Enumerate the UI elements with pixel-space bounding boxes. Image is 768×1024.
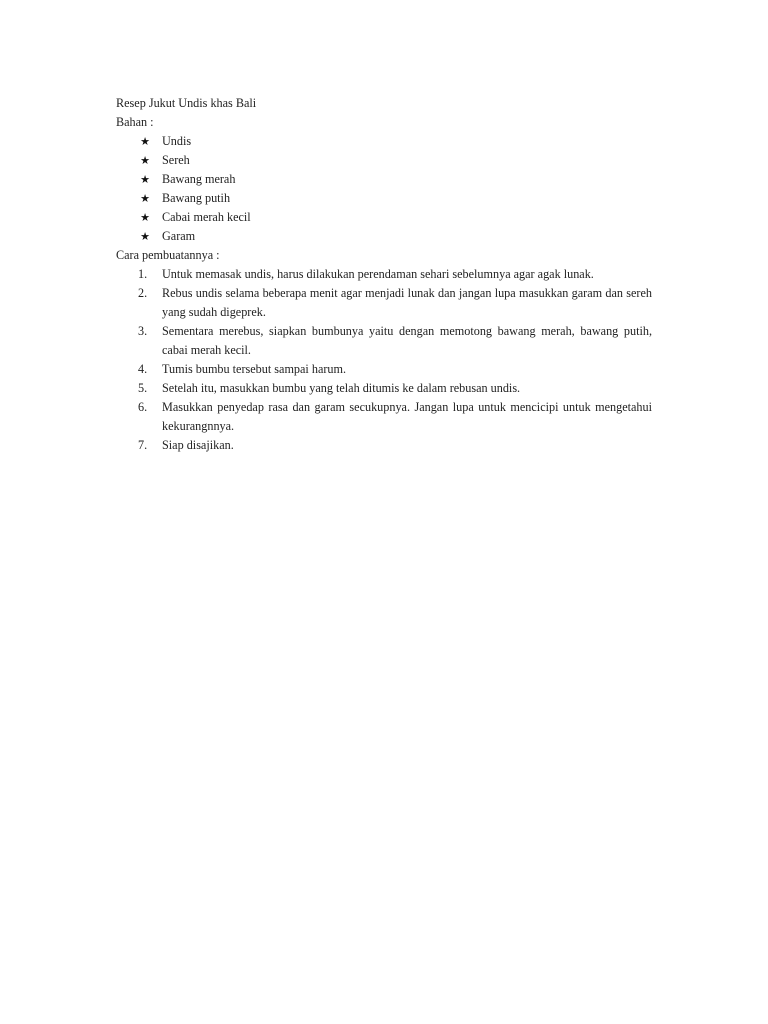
list-item bbox=[116, 379, 652, 398]
list-item bbox=[116, 360, 652, 379]
step-number: 3. bbox=[138, 324, 148, 338]
step-number: 6. bbox=[138, 400, 148, 414]
step-number: 4. bbox=[138, 362, 148, 376]
step-text: Masukkan penyedap rasa dan garam secukupnya. Jangan lupa untuk mencicipi untuk mengetahui kekurangnnya. bbox=[162, 400, 652, 433]
step-text: Rebus undis selama beberapa menit agar menjadi lunak dan jangan lupa masukkan garam dan sereh yang sudah digeprek. bbox=[162, 286, 652, 319]
steps-heading: Cara pembuatannya : bbox=[116, 248, 220, 262]
star-icon: ★ bbox=[140, 173, 150, 186]
star-icon: ★ bbox=[140, 211, 150, 224]
recipe-title: Resep Jukut Undis khas Bali bbox=[116, 96, 257, 110]
step-number: 1. bbox=[138, 267, 148, 281]
list-item bbox=[116, 132, 652, 151]
list-item bbox=[116, 170, 652, 189]
list-item bbox=[116, 208, 652, 227]
step-text: Sementara merebus, siapkan bumbunya yaitu dengan memotong bawang merah, bawang putih, cabai merah kecil. bbox=[162, 324, 652, 357]
step-number: 5. bbox=[138, 381, 148, 395]
ingredient-label: Garam bbox=[162, 229, 196, 243]
step-text: Siap disajikan. bbox=[162, 438, 234, 452]
list-item bbox=[116, 322, 652, 360]
star-icon: ★ bbox=[140, 230, 150, 243]
ingredients-heading: Bahan : bbox=[116, 115, 154, 129]
star-icon: ★ bbox=[140, 135, 150, 148]
list-item bbox=[116, 265, 652, 284]
ingredient-label: Sereh bbox=[162, 153, 190, 167]
step-text: Untuk memasak undis, harus dilakukan perendaman sehari sebelumnya agar agak lunak. bbox=[162, 267, 594, 281]
star-icon: ★ bbox=[140, 154, 150, 167]
list-item bbox=[116, 151, 652, 170]
list-item bbox=[116, 227, 652, 246]
document-body bbox=[116, 94, 652, 455]
list-item bbox=[116, 398, 652, 436]
ingredient-label: Cabai merah kecil bbox=[162, 210, 251, 224]
step-number: 7. bbox=[138, 438, 148, 452]
ingredient-label: Bawang merah bbox=[162, 172, 236, 186]
ingredient-label: Bawang putih bbox=[162, 191, 231, 205]
step-number: 2. bbox=[138, 286, 148, 300]
step-text: Tumis bumbu tersebut sampai harum. bbox=[162, 362, 347, 376]
list-item bbox=[116, 189, 652, 208]
step-text: Setelah itu, masukkan bumbu yang telah ditumis ke dalam rebusan undis. bbox=[162, 381, 521, 395]
ingredients-list bbox=[116, 132, 652, 246]
list-item bbox=[116, 436, 652, 455]
star-icon: ★ bbox=[140, 192, 150, 205]
steps-list bbox=[116, 265, 652, 455]
ingredient-label: Undis bbox=[162, 134, 192, 148]
list-item bbox=[116, 284, 652, 322]
